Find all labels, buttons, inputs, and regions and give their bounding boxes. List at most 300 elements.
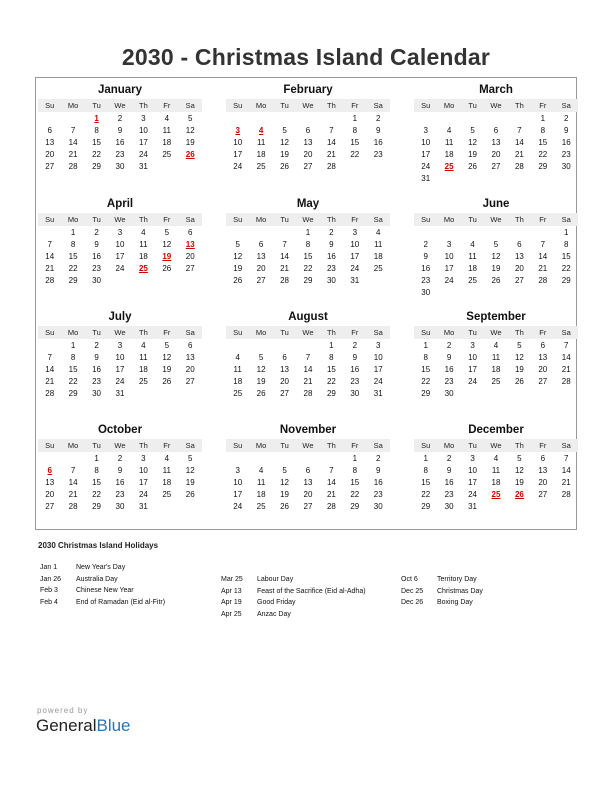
week-row — [414, 262, 578, 274]
month-name: August — [288, 311, 328, 323]
day-cell: 14 — [514, 137, 524, 147]
day-cell: 9 — [376, 465, 381, 475]
weekday-header — [38, 326, 202, 339]
holiday-column — [221, 574, 366, 620]
week-row — [414, 339, 578, 351]
day-cell: 27 — [538, 489, 548, 499]
day-cell: 23 — [444, 376, 454, 386]
day-cell: 11 — [444, 137, 454, 147]
day-cell: 27 — [538, 376, 548, 386]
day-cell: 7 — [70, 125, 76, 135]
day-cell: 6 — [305, 125, 311, 135]
day-cell: 28 — [561, 376, 571, 386]
weekday-label: Th — [139, 441, 148, 450]
day-cell: 18 — [162, 477, 172, 487]
day-cell: 5 — [235, 239, 240, 249]
day-cell: 25 — [256, 161, 266, 171]
holiday-day-cell: 1 — [94, 113, 99, 123]
week-row — [38, 136, 202, 148]
day-cell: 11 — [374, 239, 383, 249]
day-cell: 15 — [68, 364, 78, 374]
day-cell: 14 — [68, 137, 78, 147]
day-cell: 21 — [303, 376, 313, 386]
day-cell: 22 — [303, 263, 313, 273]
day-cell: 20 — [185, 251, 195, 261]
day-cell: 21 — [326, 149, 336, 159]
day-cell: 21 — [45, 376, 55, 386]
day-cell: 12 — [491, 251, 501, 261]
day-cell: 5 — [188, 113, 193, 123]
day-cell: 14 — [538, 251, 548, 261]
week-row — [38, 452, 202, 464]
day-cell: 3 — [376, 340, 381, 350]
day-cell: 21 — [538, 263, 548, 273]
day-cell: 15 — [350, 137, 360, 147]
day-cell: 3 — [470, 340, 475, 350]
day-cell: 27 — [514, 275, 524, 285]
day-cell: 14 — [280, 251, 289, 261]
month-name: July — [108, 311, 132, 323]
day-cell: 20 — [185, 364, 195, 374]
day-cell: 20 — [303, 489, 313, 499]
day-cell: 23 — [92, 263, 101, 273]
weekday-label: Fr — [351, 101, 359, 110]
day-cell: 13 — [45, 137, 55, 147]
weekday-label: Su — [45, 328, 55, 337]
week-row — [38, 339, 202, 351]
weekday-label: Tu — [92, 215, 101, 224]
month-name: April — [106, 198, 134, 210]
week-row — [226, 452, 390, 464]
day-cell: 24 — [138, 489, 148, 499]
day-cell: 23 — [92, 376, 101, 386]
brand-logo[interactable] — [36, 716, 131, 736]
day-cell: 11 — [256, 137, 266, 147]
day-cell: 28 — [45, 275, 55, 285]
day-cell: 10 — [138, 125, 148, 135]
day-cell: 4 — [376, 227, 381, 237]
day-cell: 4 — [258, 465, 264, 475]
day-cell: 27 — [303, 501, 313, 511]
day-cell: 15 — [561, 251, 571, 261]
weekday-label: Sa — [561, 441, 571, 450]
day-cell: 19 — [280, 489, 289, 499]
holiday-day-cell: 4 — [258, 125, 264, 135]
day-cell: 17 — [115, 364, 125, 374]
day-cell: 7 — [47, 239, 52, 249]
week-row — [414, 286, 578, 298]
day-cell: 3 — [117, 227, 123, 237]
day-cell: 29 — [350, 501, 360, 511]
day-cell: 27 — [303, 161, 313, 171]
day-cell: 13 — [491, 137, 501, 147]
week-row — [38, 160, 202, 172]
day-cell: 8 — [94, 125, 99, 135]
week-row — [226, 500, 390, 512]
day-cell: 1 — [352, 113, 358, 123]
day-cell: 7 — [564, 453, 569, 463]
day-cell: 8 — [305, 239, 311, 249]
weekday-header — [226, 213, 390, 226]
week-row — [414, 172, 578, 184]
day-cell: 17 — [350, 251, 360, 261]
day-cell: 6 — [188, 340, 193, 350]
day-cell: 24 — [233, 501, 243, 511]
day-cell: 5 — [188, 453, 193, 463]
weekday-label: Tu — [280, 101, 289, 110]
weekday-label: Su — [421, 215, 431, 224]
day-cell: 30 — [92, 275, 101, 285]
day-cell: 11 — [491, 352, 501, 362]
weekday-label: Tu — [468, 441, 477, 450]
day-cell: 2 — [352, 340, 358, 350]
day-cell: 25 — [162, 149, 172, 159]
holiday-date: Mar 25 — [221, 576, 243, 584]
day-cell: 28 — [303, 388, 313, 398]
day-cell: 13 — [514, 251, 524, 261]
day-cell: 12 — [514, 352, 524, 362]
day-cell: 1 — [423, 340, 428, 350]
day-cell: 2 — [117, 453, 123, 463]
day-cell: 20 — [538, 477, 548, 487]
day-cell: 1 — [564, 227, 569, 237]
holiday-date: Apr 19 — [221, 599, 242, 607]
day-cell: 4 — [164, 453, 170, 463]
day-cell: 3 — [117, 340, 123, 350]
day-cell: 26 — [162, 376, 172, 386]
holiday-date: Apr 13 — [221, 587, 242, 595]
day-cell: 3 — [352, 227, 358, 237]
day-cell: 2 — [564, 113, 569, 123]
week-row — [226, 136, 390, 148]
day-cell: 16 — [444, 477, 454, 487]
weekday-label: We — [114, 328, 126, 337]
day-cell: 31 — [138, 161, 148, 171]
week-row — [414, 160, 578, 172]
day-cell: 30 — [561, 161, 571, 171]
day-cell: 18 — [373, 251, 383, 261]
day-cell: 18 — [491, 364, 501, 374]
week-row — [414, 452, 578, 464]
holiday-item — [221, 609, 366, 621]
holiday-date: Apr 25 — [221, 610, 242, 618]
day-cell: 12 — [468, 137, 477, 147]
day-cell: 6 — [305, 465, 311, 475]
day-cell: 16 — [92, 251, 101, 261]
weekday-label: We — [114, 101, 126, 110]
week-row — [38, 148, 202, 160]
week-row — [38, 226, 202, 238]
holiday-name: Boxing Day — [437, 599, 473, 607]
weekday-label: Th — [515, 101, 524, 110]
day-cell: 27 — [185, 376, 195, 386]
week-row — [38, 124, 202, 136]
week-row — [414, 375, 578, 387]
day-cell: 23 — [115, 149, 125, 159]
day-cell: 19 — [491, 263, 501, 273]
day-cell: 22 — [92, 489, 101, 499]
day-cell: 29 — [561, 275, 571, 285]
day-cell: 8 — [70, 239, 76, 249]
day-cell: 15 — [538, 137, 548, 147]
day-cell: 8 — [352, 465, 358, 475]
day-cell: 7 — [70, 465, 76, 475]
day-cell: 27 — [45, 161, 55, 171]
day-cell: 9 — [564, 125, 569, 135]
day-cell: 4 — [141, 227, 146, 237]
day-cell: 12 — [514, 465, 524, 475]
day-cell: 9 — [329, 239, 334, 249]
day-cell: 25 — [162, 489, 172, 499]
day-cell: 28 — [280, 275, 289, 285]
day-cell: 12 — [256, 364, 266, 374]
day-cell: 24 — [421, 161, 431, 171]
day-cell: 2 — [423, 239, 428, 249]
day-cell: 17 — [138, 477, 148, 487]
week-row — [414, 112, 578, 124]
week-row — [226, 375, 390, 387]
holiday-day-cell: 25 — [444, 161, 454, 171]
month-january — [38, 83, 202, 172]
month-name: June — [482, 198, 510, 210]
day-cell: 13 — [303, 137, 313, 147]
month-june — [414, 197, 578, 299]
day-cell: 3 — [235, 465, 240, 475]
day-cell: 26 — [468, 161, 477, 171]
week-row — [38, 262, 202, 274]
weekday-header — [414, 326, 578, 339]
day-cell: 17 — [233, 489, 243, 499]
weekday-label: We — [490, 328, 502, 337]
day-cell: 20 — [491, 149, 501, 159]
day-cell: 2 — [94, 227, 99, 237]
day-cell: 16 — [421, 263, 431, 273]
holiday-day-cell: 25 — [491, 489, 501, 499]
day-cell: 23 — [421, 275, 431, 285]
week-row — [38, 112, 202, 124]
day-cell: 8 — [94, 465, 99, 475]
day-cell: 17 — [373, 364, 383, 374]
day-cell: 29 — [92, 161, 101, 171]
weekday-label: Sa — [185, 215, 195, 224]
day-cell: 11 — [162, 125, 171, 135]
day-cell: 7 — [305, 352, 311, 362]
day-cell: 20 — [45, 149, 55, 159]
week-row — [226, 274, 390, 286]
day-cell: 11 — [468, 251, 477, 261]
month-name: February — [283, 84, 333, 96]
weekday-label: Sa — [185, 101, 195, 110]
holiday-item — [40, 574, 165, 586]
weekday-label: Su — [45, 215, 55, 224]
day-cell: 10 — [233, 477, 243, 487]
day-cell: 18 — [162, 137, 172, 147]
week-row — [38, 238, 202, 250]
day-cell: 29 — [326, 388, 336, 398]
day-cell: 24 — [444, 275, 454, 285]
holiday-name: Anzac Day — [257, 610, 291, 618]
holiday-item — [221, 574, 366, 586]
day-cell: 28 — [514, 161, 524, 171]
holiday-name: Territory Day — [437, 576, 477, 584]
holiday-day-cell: 3 — [235, 125, 240, 135]
weekday-header — [414, 213, 578, 226]
weekday-label: Fr — [539, 101, 547, 110]
day-cell: 31 — [468, 501, 477, 511]
weekday-label: Fr — [539, 215, 547, 224]
holiday-date: Oct 6 — [401, 576, 418, 584]
week-row — [226, 363, 390, 375]
day-cell: 3 — [141, 453, 146, 463]
weekday-label: Mo — [255, 101, 267, 110]
day-cell: 21 — [561, 364, 571, 374]
day-cell: 14 — [326, 137, 336, 147]
weekday-label: Mo — [255, 441, 267, 450]
day-cell: 27 — [185, 263, 195, 273]
day-cell: 2 — [117, 113, 123, 123]
page-title: 2030 - Christmas Island Calendar — [121, 44, 491, 70]
day-cell: 17 — [138, 137, 148, 147]
weekday-label: Tu — [280, 441, 289, 450]
week-row — [414, 124, 578, 136]
day-cell: 1 — [94, 453, 99, 463]
day-cell: 24 — [373, 376, 383, 386]
week-row — [226, 262, 390, 274]
weekday-header — [414, 439, 578, 452]
weekday-header — [38, 439, 202, 452]
month-may — [226, 197, 390, 286]
day-cell: 16 — [350, 364, 360, 374]
holiday-item — [40, 597, 165, 609]
weekday-label: Mo — [255, 328, 267, 337]
month-name: December — [468, 424, 524, 436]
day-cell: 28 — [538, 275, 548, 285]
month-september — [414, 310, 578, 399]
day-cell: 14 — [561, 352, 571, 362]
month-february — [226, 83, 390, 172]
day-cell: 29 — [421, 388, 431, 398]
weekday-header — [226, 439, 390, 452]
weekday-label: Th — [327, 441, 336, 450]
day-cell: 29 — [538, 161, 548, 171]
day-cell: 27 — [256, 275, 266, 285]
day-cell: 1 — [329, 340, 334, 350]
day-cell: 19 — [233, 263, 243, 273]
day-cell: 8 — [540, 125, 546, 135]
day-cell: 16 — [115, 137, 125, 147]
day-cell: 5 — [517, 453, 522, 463]
day-cell: 15 — [326, 364, 336, 374]
weekday-label: Mo — [67, 101, 79, 110]
day-cell: 4 — [141, 340, 146, 350]
weekday-label: Su — [233, 328, 243, 337]
month-name: November — [279, 424, 337, 436]
week-row — [226, 387, 390, 399]
day-cell: 20 — [256, 263, 266, 273]
weekday-label: Tu — [92, 101, 101, 110]
day-cell: 22 — [421, 489, 431, 499]
day-cell: 5 — [470, 125, 475, 135]
day-cell: 6 — [540, 340, 546, 350]
day-cell: 21 — [280, 263, 289, 273]
day-cell: 16 — [92, 364, 101, 374]
day-cell: 23 — [561, 149, 571, 159]
week-row — [38, 363, 202, 375]
day-cell: 12 — [162, 239, 172, 249]
day-cell: 9 — [423, 251, 428, 261]
day-cell: 1 — [70, 340, 76, 350]
week-row — [38, 464, 202, 476]
weekday-label: Mo — [67, 441, 79, 450]
weekday-label: Mo — [443, 328, 455, 337]
week-row — [414, 148, 578, 160]
week-row — [226, 250, 390, 262]
day-cell: 16 — [373, 477, 383, 487]
day-cell: 25 — [373, 263, 383, 273]
day-cell: 28 — [68, 161, 78, 171]
day-cell: 4 — [164, 113, 170, 123]
day-cell: 22 — [68, 263, 78, 273]
day-cell: 7 — [329, 465, 334, 475]
weekday-label: Sa — [373, 328, 383, 337]
weekday-label: Fr — [539, 328, 547, 337]
month-december — [414, 423, 578, 512]
month-august — [226, 310, 390, 399]
day-cell: 30 — [326, 275, 336, 285]
week-row — [38, 500, 202, 512]
day-cell: 26 — [280, 161, 289, 171]
holiday-name: Christmas Day — [437, 587, 483, 595]
day-cell: 26 — [491, 275, 501, 285]
week-row — [414, 274, 578, 286]
holiday-item — [221, 597, 366, 609]
day-cell: 14 — [45, 251, 55, 261]
day-cell: 26 — [185, 489, 195, 499]
day-cell: 31 — [138, 501, 148, 511]
day-cell: 10 — [468, 352, 477, 362]
day-cell: 22 — [561, 263, 571, 273]
day-cell: 27 — [280, 388, 289, 398]
day-cell: 18 — [468, 263, 477, 273]
day-cell: 3 — [423, 125, 428, 135]
day-cell: 13 — [538, 465, 548, 475]
day-cell: 8 — [423, 352, 428, 362]
day-cell: 18 — [233, 376, 243, 386]
day-cell: 6 — [540, 453, 546, 463]
week-row — [226, 112, 390, 124]
day-cell: 21 — [68, 489, 78, 499]
weekday-label: Mo — [443, 101, 455, 110]
weekday-label: Fr — [163, 441, 171, 450]
week-row — [226, 160, 390, 172]
day-cell: 14 — [326, 477, 336, 487]
brand-name-blue: Blue — [96, 716, 131, 735]
holiday-day-cell: 26 — [185, 149, 195, 159]
weekday-label: We — [490, 441, 502, 450]
weekday-label: Sa — [373, 215, 383, 224]
day-cell: 23 — [350, 376, 360, 386]
day-cell: 5 — [282, 465, 287, 475]
day-cell: 5 — [258, 352, 264, 362]
weekday-label: Th — [327, 328, 336, 337]
day-cell: 2 — [376, 113, 381, 123]
weekday-label: Tu — [468, 215, 477, 224]
day-cell: 4 — [493, 340, 499, 350]
week-row — [38, 351, 202, 363]
day-cell: 14 — [45, 364, 55, 374]
day-cell: 10 — [115, 352, 125, 362]
day-cell: 15 — [92, 137, 101, 147]
